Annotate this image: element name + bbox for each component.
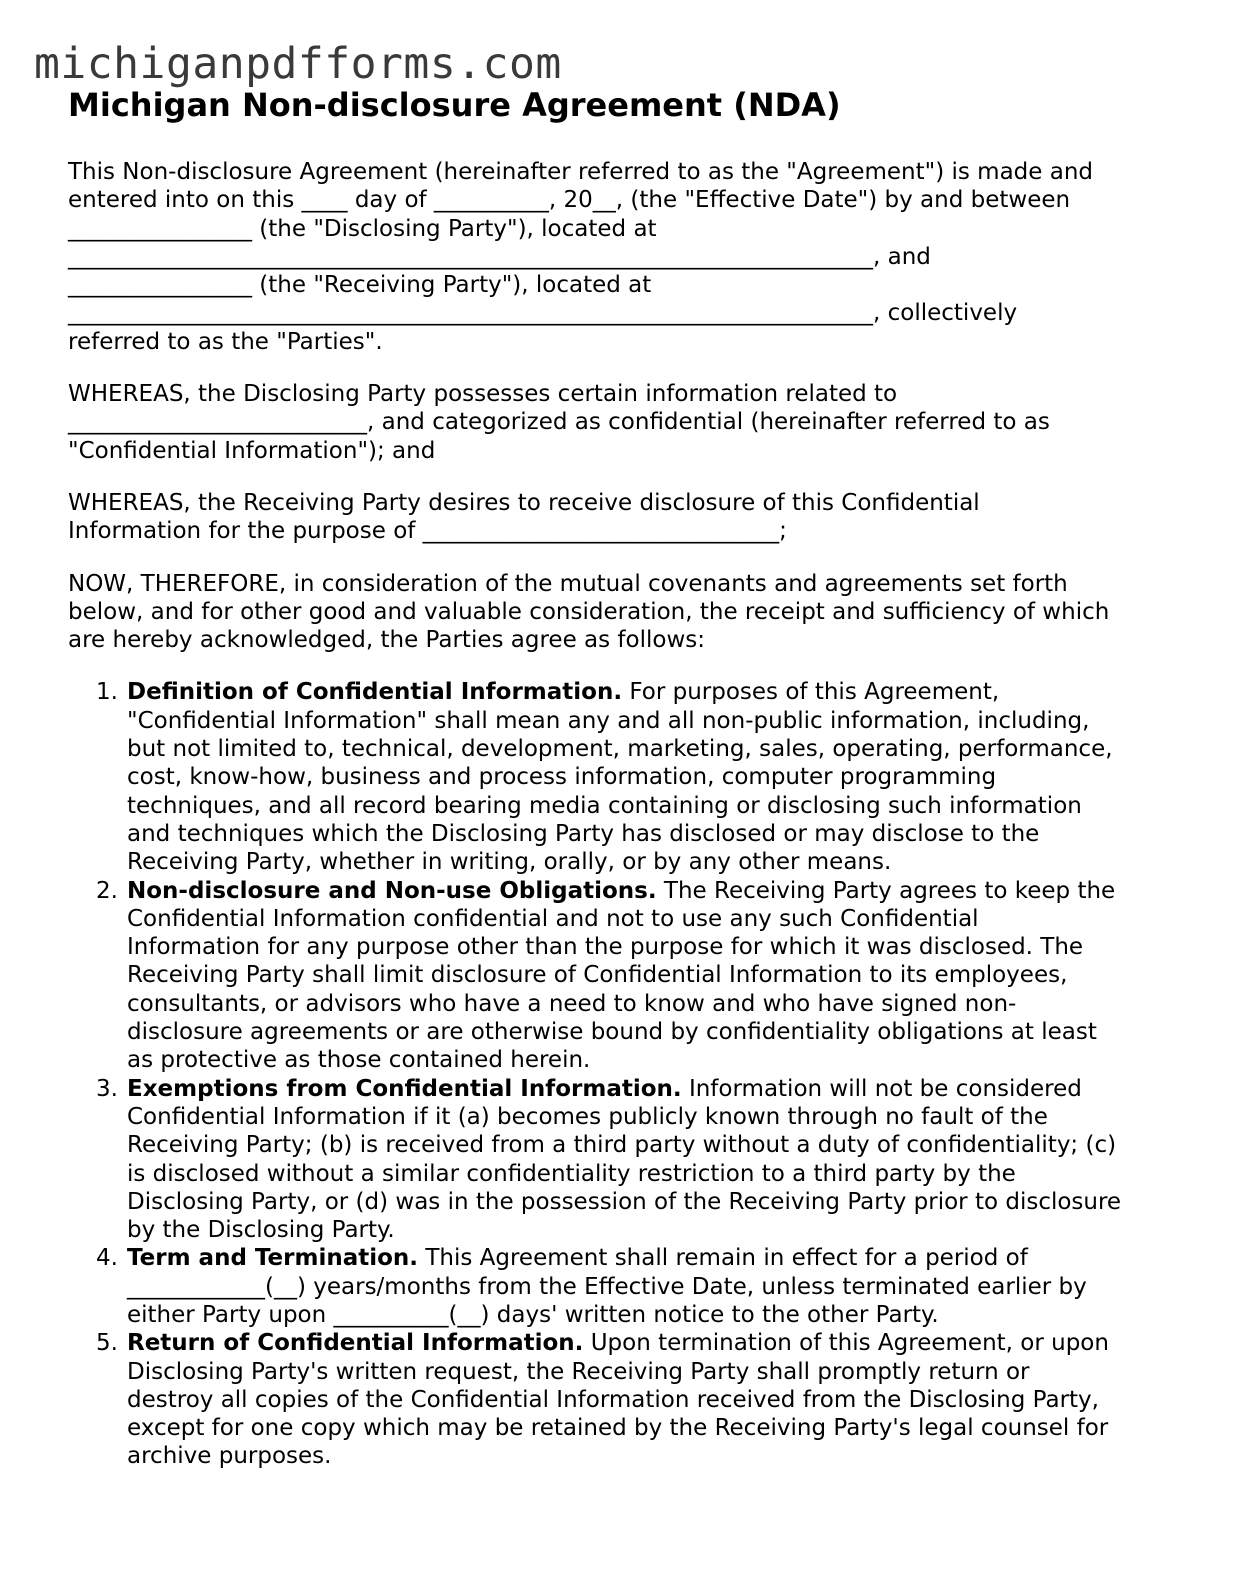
clause-line: either Party upon __________(__) days' written notice to the other Party. [127,1301,939,1328]
clause-number: 3. [96,1075,118,1102]
clause-line: Disclosing Party's written request, the Receiving Party shall promptly return or [127,1358,1030,1385]
clause-line: Confidential Information if it (a) becomes publicly known through no fault of the [127,1103,1048,1130]
whereas-paragraph-2 [68,489,1168,546]
now-therefore-line: are hereby acknowledged, the Parties agree as follows: [68,627,705,654]
document-title: Michigan Non-disclosure Agreement (NDA) [68,86,841,124]
whereas-line: "Confidential Information"); and [68,437,436,464]
clause-line: "Confidential Information" shall mean any and all non-public information, including, [127,707,1090,734]
intro-line: This Non-disclosure Agreement (hereinafter referred to as the "Agreement") is made and [68,159,1094,185]
clause-line: except for one copy which may be retained by the Receiving Party's legal counsel for [127,1415,1109,1442]
intro-paragraph [68,158,1168,356]
clause-text: For purposes of this Agreement, [622,679,1000,706]
clause-line: by the Disclosing Party. [127,1217,395,1244]
now-therefore-paragraph [68,570,1168,655]
intro-line: ________________ (the "Receiving Party"), located at [68,272,652,299]
whereas-line: WHEREAS, the Disclosing Party possesses certain information related to [68,381,898,408]
clause-heading: Exemptions from Confidential Information. [127,1075,682,1102]
intro-line: entered into on this ____ day of __________, 20__, (the "Effective Date") by and between [68,187,1071,214]
clause-line: Confidential Information confidential and not to use any such Confidential [127,905,979,932]
clause-text: Upon termination of this Agreement, or upon [583,1330,1109,1357]
clause-line: Disclosing Party, or (d) was in the possession of the Receiving Party prior to disclosure [127,1188,1122,1215]
clause-number: 4. [96,1245,118,1272]
intro-line: ________________ (the "Disclosing Party"), located at [68,215,657,242]
intro-line: referred to as the "Parties". [68,328,383,355]
clause-line: consultants, or advisors who have a need to know and who have signed non- [127,990,1017,1017]
whereas-line: WHEREAS, the Receiving Party desires to receive disclosure of this Confidential [68,489,980,516]
clause-line: cost, know-how, business and process information, computer programming [127,764,997,791]
now-therefore-line: below, and for other good and valuable consideration, the receipt and sufficiency of which [68,598,1110,625]
clause-line: but not limited to, technical, development, marketing, sales, operating, performance, [127,736,1113,763]
clause-line: Receiving Party shall limit disclosure of Confidential Information to its employees, [127,962,1068,989]
whereas-line: __________________________, and categorized as confidential (hereinafter referred to as [68,409,1050,436]
now-therefore-line: NOW, THEREFORE, in consideration of the mutual covenants and agreements set forth [68,570,1068,597]
clause-line: archive purposes. [127,1443,332,1470]
intro-line: ______________________________________________________________________, and [68,243,931,270]
clause-number: 1. [96,679,118,706]
clause-line: ____________(__) years/months from the Effective Date, unless terminated earlier by [127,1273,1087,1300]
clause-line: Receiving Party, whether in writing, orally, or by any other means. [127,849,892,876]
clause-line: destroy all copies of the Confidential Information received from the Disclosing Party, [127,1386,1099,1413]
clause-line: techniques, and all record bearing media containing or disclosing such information [127,792,1082,819]
whereas-line: Information for the purpose of _______________________________; [68,518,787,545]
clause-line: disclosure agreements or are otherwise bound by confidentiality obligations at least [127,1019,1097,1046]
whereas-paragraph-1 [68,380,1168,465]
clause-line: is disclosed without a similar confidentiality restriction to a third party by the [127,1160,1016,1187]
intro-line: ______________________________________________________________________, collectively [68,300,1018,327]
clause-item [68,678,1168,876]
clause-item [68,1244,1168,1329]
clause-number: 5. [96,1330,118,1357]
watermark-text: michiganpdfforms.com [34,39,562,89]
clause-text: Information will not be considered [681,1075,1082,1102]
clause-text: This Agreement shall remain in effect for a period of [418,1245,1028,1272]
clause-item [68,877,1168,1075]
document-page [68,82,1168,1471]
clause-heading: Non-disclosure and Non-use Obligations. [127,877,657,904]
clause-line: and techniques which the Disclosing Party has disclosed or may disclose to the [127,820,1040,847]
clause-number: 2. [96,877,118,904]
clause-line: Receiving Party; (b) is received from a third party without a duty of confidentiality; (c) [127,1132,1117,1159]
clause-heading: Return of Confidential Information. [127,1330,584,1357]
clause-item [68,1329,1168,1470]
clause-line: as protective as those contained herein. [127,1047,591,1074]
clause-item [68,1075,1168,1245]
clause-heading: Definition of Confidential Information. [127,679,623,706]
clause-heading: Term and Termination. [127,1245,419,1272]
clause-text: The Receiving Party agrees to keep the [656,877,1116,904]
clauses-list [68,678,1168,1470]
clause-line: Information for any purpose other than the purpose for which it was disclosed. The [127,934,1084,961]
